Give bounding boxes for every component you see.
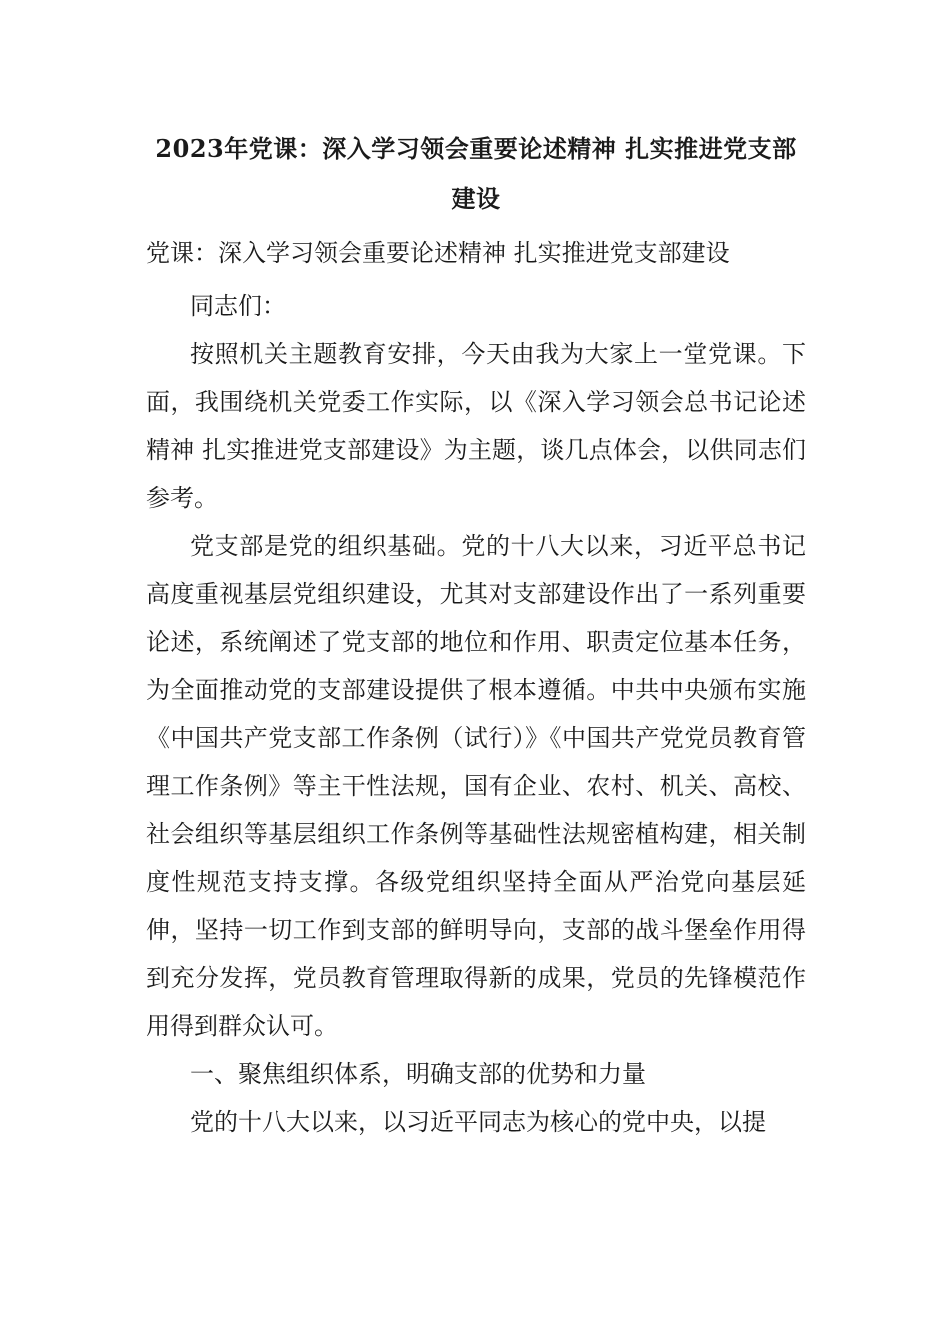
greeting: 同志们： — [190, 292, 286, 320]
section-heading: 一、聚焦组织体系，明确支部的优势和力量 — [190, 1060, 646, 1088]
paragraph-background: 党支部是党的组织基础。党的十八大以来，习近平总书记高度重视基层党组织建设，尤其对支部建设作出了一系列重要论述，系统阐述了党支部的地位和作用、职责定位基本任务，为全面推动党的支部建设提供了根本遵循。中共中央颁布实施《中国共产党支部工作条例（试行）》《中国共产党党员教育管理工作条例》等主干性法规，国有企业、农村、机关、高校、社会组织等基层组织工作条例等基础性法规密植构建，相关制度性规范支持支撑。各级党组织坚持全面从严治党向基层延伸，坚持一切工作到支部的鲜明导向，支部的战斗堡垒作用得到充分发挥，党员教育管理取得新的成果，党员的先锋模范作用得到群众认可。 — [146, 532, 806, 1040]
document-page — [146, 124, 806, 1146]
document-subtitle: 党课：深入学习领会重要论述精神 扎实推进党支部建设 — [146, 239, 730, 267]
document-title: 2023年党课：深入学习领会重要论述精神 扎实推进党支部建设 — [155, 134, 797, 213]
paragraph-section-one: 党的十八大以来，以习近平同志为核心的党中央，以提 — [190, 1108, 766, 1136]
paragraph-intro: 按照机关主题教育安排，今天由我为大家上一堂党课。下面，我围绕机关党委工作实际，以《深入学习领会总书记论述精神 扎实推进党支部建设》为主题，谈几点体会，以供同志们参考。 — [146, 340, 806, 512]
